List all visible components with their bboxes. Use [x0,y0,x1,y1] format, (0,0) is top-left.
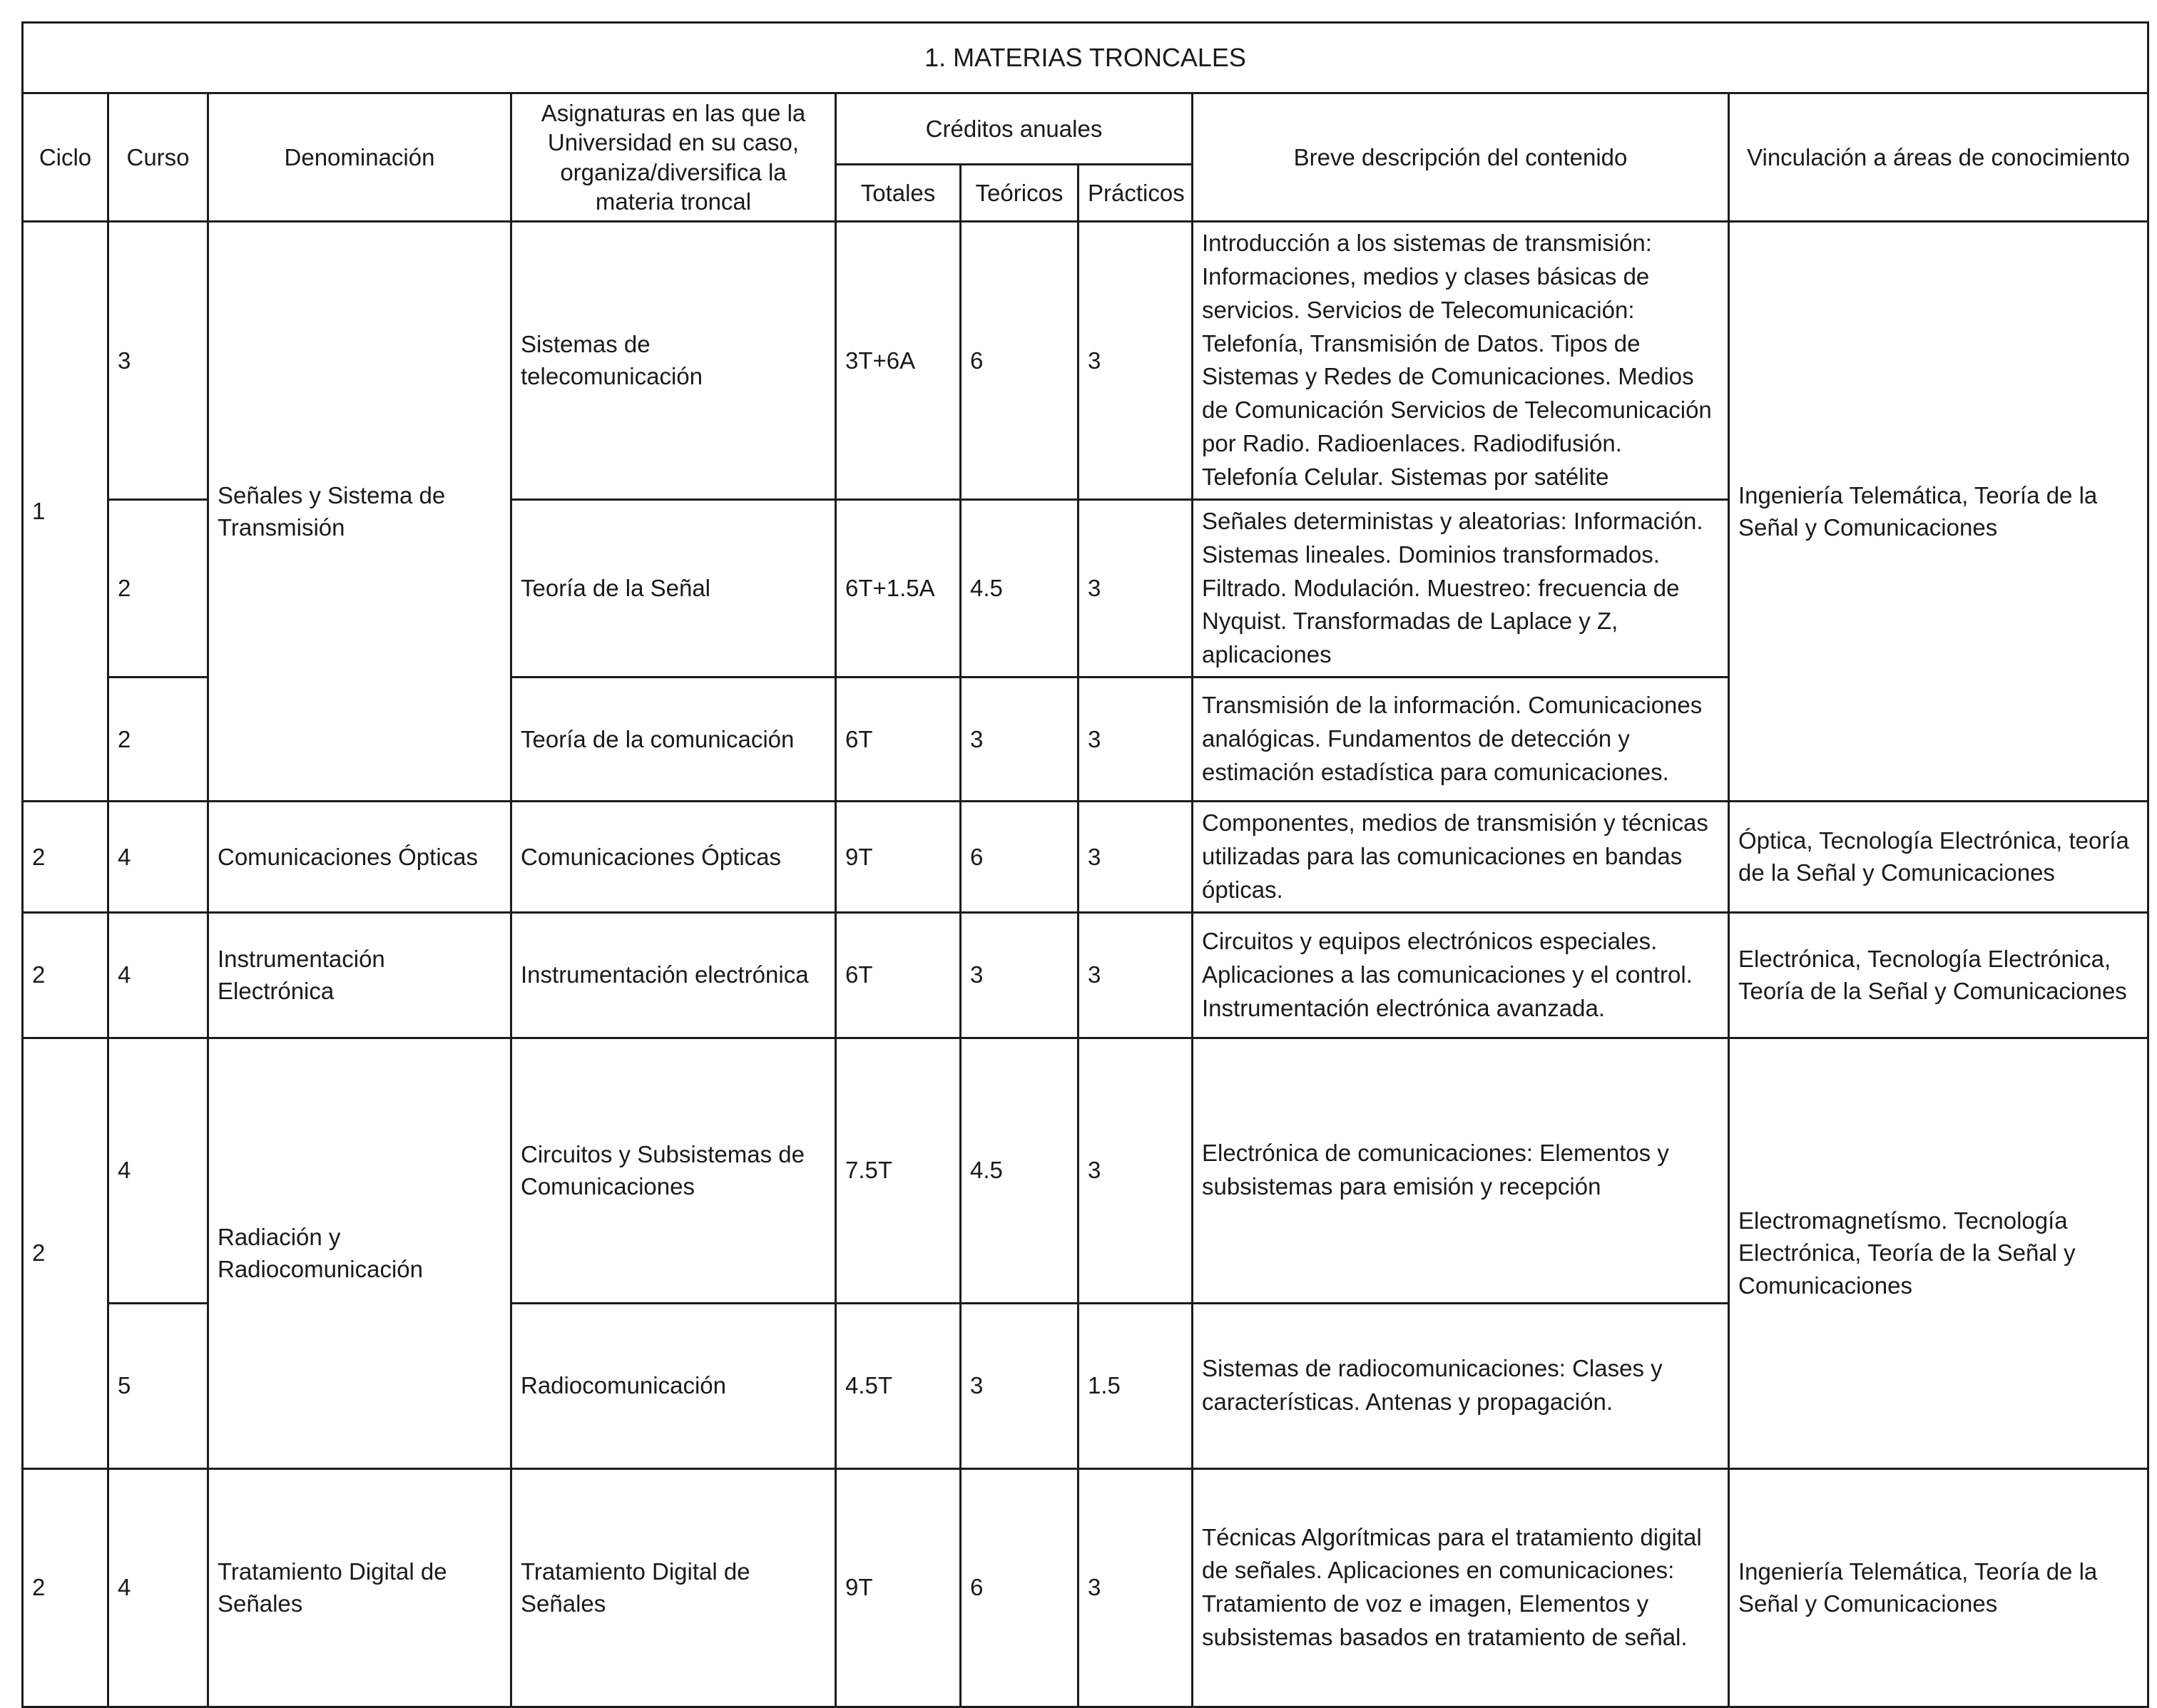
totales-cell: 6T+1.5A [836,499,961,677]
denominacion-cell: Radiación y Radiocomunicación [208,1038,511,1468]
ciclo-cell: 2 [23,912,108,1038]
asignatura-cell: Teoría de la comunicación [511,677,836,802]
asignatura-cell: Instrumentación electrónica [511,912,836,1038]
table-row [23,802,2148,913]
teoricos-cell: 3 [961,677,1078,802]
header-teoricos: Teóricos [961,165,1078,222]
teoricos-cell: 3 [961,912,1078,1038]
ciclo-cell: 2 [23,802,108,913]
descripcion-cell: Transmisión de la información. Comunicaciones analógicas. Fundamentos de detección y estimación estadística para comunicaciones. [1193,677,1729,802]
descripcion-cell: Señales deterministas y aleatorias: Información. Sistemas lineales. Dominios transformados. Filtrado. Modulación. Muestreo: frecuencia de Nyquist. Transformadas de Laplace y Z, aplicaciones [1193,499,1729,677]
table-title: 1. MATERIAS TRONCALES [23,23,2148,93]
totales-cell: 7.5T [836,1038,961,1303]
totales-cell: 3T+6A [836,222,961,500]
table-row [23,1468,2148,1707]
denominacion-cell: Tratamiento Digital de Señales [208,1468,511,1707]
asignatura-cell: Tratamiento Digital de Señales [511,1468,836,1707]
table-title-row [23,23,2148,93]
descripcion-cell: Sistemas de radiocomunicaciones: Clases y características. Antenas y propagación. [1193,1303,1729,1468]
curso-cell: 4 [108,912,208,1038]
ciclo-cell: 2 [23,1468,108,1707]
header-vinculacion: Vinculación a áreas de conocimiento [1729,93,2148,222]
vinculacion-cell: Óptica, Tecnología Electrónica, teoría de la Señal y Comunicaciones [1729,802,2148,913]
header-descripcion: Breve descripción del contenido [1193,93,1729,222]
practicos-cell: 3 [1078,222,1193,500]
teoricos-cell: 4.5 [961,1038,1078,1303]
header-row [23,93,2148,165]
asignatura-cell: Circuitos y Subsistemas de Comunicaciones [511,1038,836,1303]
teoricos-cell: 3 [961,1303,1078,1468]
curso-cell: 3 [108,222,208,500]
practicos-cell: 3 [1078,1038,1193,1303]
curso-cell: 2 [108,499,208,677]
curso-cell: 2 [108,677,208,802]
practicos-cell: 3 [1078,802,1193,913]
vinculacion-cell: Ingeniería Telemática, Teoría de la Señal y Comunicaciones [1729,1468,2148,1707]
totales-cell: 6T [836,677,961,802]
header-totales: Totales [836,165,961,222]
practicos-cell: 3 [1078,677,1193,802]
header-asignaturas: Asignaturas en las que la Universidad en su caso, organiza/diversifica la materia troncal [511,93,836,222]
ciclo-cell: 2 [23,1038,108,1468]
header-curso: Curso [108,93,208,222]
header-creditos-anuales: Créditos anuales [836,93,1193,165]
header-denominacion: Denominación [208,93,511,222]
vinculacion-cell: Ingeniería Telemática, Teoría de la Señal y Comunicaciones [1729,222,2148,802]
descripcion-cell: Circuitos y equipos electrónicos especiales. Aplicaciones a las comunicaciones y el control. Instrumentación electrónica avanzada. [1193,912,1729,1038]
descripcion-cell: Introducción a los sistemas de transmisión: Informaciones, medios y clases básicas de servicios. Servicios de Telecomunicación: Telefonía, Transmisión de Datos. Tipos de Sistemas y Redes de Comunicaciones. Medios de Comunicación Servicios de Telecomunicación por Radio. Radioenlaces. Radiodifusión. Telefonía Celular. Sistemas por satélite [1193,222,1729,500]
asignatura-cell: Sistemas de telecomunicación [511,222,836,500]
vinculacion-cell: Electromagnetísmo. Tecnología Electrónica, Teoría de la Señal y Comunicaciones [1729,1038,2148,1468]
descripcion-cell: Componentes, medios de transmisión y técnicas utilizadas para las comunicaciones en bandas ópticas. [1193,802,1729,913]
asignatura-cell: Comunicaciones Ópticas [511,802,836,913]
materias-troncales-table [21,21,2149,1708]
curso-cell: 4 [108,1468,208,1707]
denominacion-cell: Instrumentación Electrónica [208,912,511,1038]
practicos-cell: 1.5 [1078,1303,1193,1468]
header-ciclo: Ciclo [23,93,108,222]
practicos-cell: 3 [1078,912,1193,1038]
denominacion-cell: Comunicaciones Ópticas [208,802,511,913]
practicos-cell: 3 [1078,1468,1193,1707]
vinculacion-cell: Electrónica, Tecnología Electrónica, Teoría de la Señal y Comunicaciones [1729,912,2148,1038]
curso-cell: 4 [108,802,208,913]
teoricos-cell: 6 [961,1468,1078,1707]
denominacion-cell: Señales y Sistema de Transmisión [208,222,511,802]
asignatura-cell: Radiocomunicación [511,1303,836,1468]
totales-cell: 4.5T [836,1303,961,1468]
practicos-cell: 3 [1078,499,1193,677]
header-practicos: Prácticos [1078,165,1193,222]
descripcion-cell: Electrónica de comunicaciones: Elementos y subsistemas para emisión y recepción [1193,1038,1729,1303]
totales-cell: 6T [836,912,961,1038]
descripcion-cell: Técnicas Algorítmicas para el tratamiento digital de señales. Aplicaciones en comunicaciones: Tratamiento de voz e imagen, Elementos y subsistemas basados en tratamiento de señal. [1193,1468,1729,1707]
teoricos-cell: 4.5 [961,499,1078,677]
table-row [23,1038,2148,1303]
teoricos-cell: 6 [961,222,1078,500]
ciclo-cell: 1 [23,222,108,802]
teoricos-cell: 6 [961,802,1078,913]
document-page [21,21,2147,1655]
table-row [23,222,2148,500]
curso-cell: 4 [108,1038,208,1303]
asignatura-cell: Teoría de la Señal [511,499,836,677]
totales-cell: 9T [836,802,961,913]
table-row [23,912,2148,1038]
curso-cell: 5 [108,1303,208,1468]
totales-cell: 9T [836,1468,961,1707]
